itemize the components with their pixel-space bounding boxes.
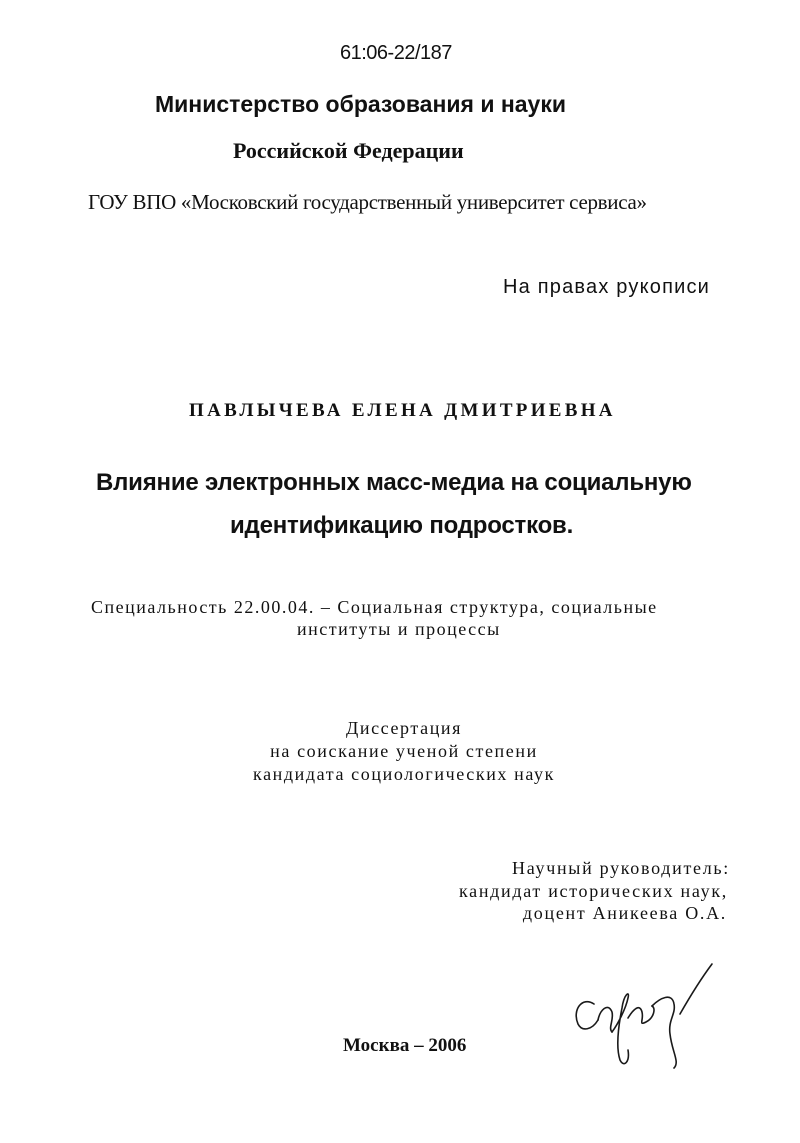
city-and-year: Москва – 2006 bbox=[343, 1035, 467, 1056]
federation-heading: Российской Федерации bbox=[233, 138, 464, 163]
dissertation-label: Диссертация bbox=[345, 718, 463, 738]
degree-name-line: кандидата социологических наук bbox=[253, 764, 555, 784]
specialty-line-1: Специальность 22.00.04. – Социальная структура, социальные bbox=[91, 597, 658, 617]
manuscript-rights-note: На правах рукописи bbox=[503, 276, 711, 298]
author-name: ПАВЛЫЧЕВА ЕЛЕНА ДМИТРИЕВНА bbox=[189, 400, 616, 421]
handwritten-signature bbox=[568, 958, 728, 1070]
dissertation-title-line-2: идентификацию подростков. bbox=[230, 512, 574, 539]
degree-purpose-line: на соискание ученой степени bbox=[270, 741, 538, 761]
ministry-heading: Министерство образования и науки bbox=[155, 91, 566, 117]
university-name: ГОУ ВПО «Московский государственный университет сервиса» bbox=[88, 190, 647, 214]
catalog-number: 61:06-22/187 bbox=[340, 42, 452, 64]
specialty-line-2: институты и процессы bbox=[297, 619, 501, 639]
advisor-degree: кандидат исторических наук, bbox=[458, 881, 728, 901]
advisor-heading: Научный руководитель: bbox=[512, 858, 730, 878]
dissertation-title-line-1: Влияние электронных масс-медиа на социальную bbox=[96, 469, 692, 496]
advisor-name: доцент Аникеева О.А. bbox=[522, 903, 727, 923]
